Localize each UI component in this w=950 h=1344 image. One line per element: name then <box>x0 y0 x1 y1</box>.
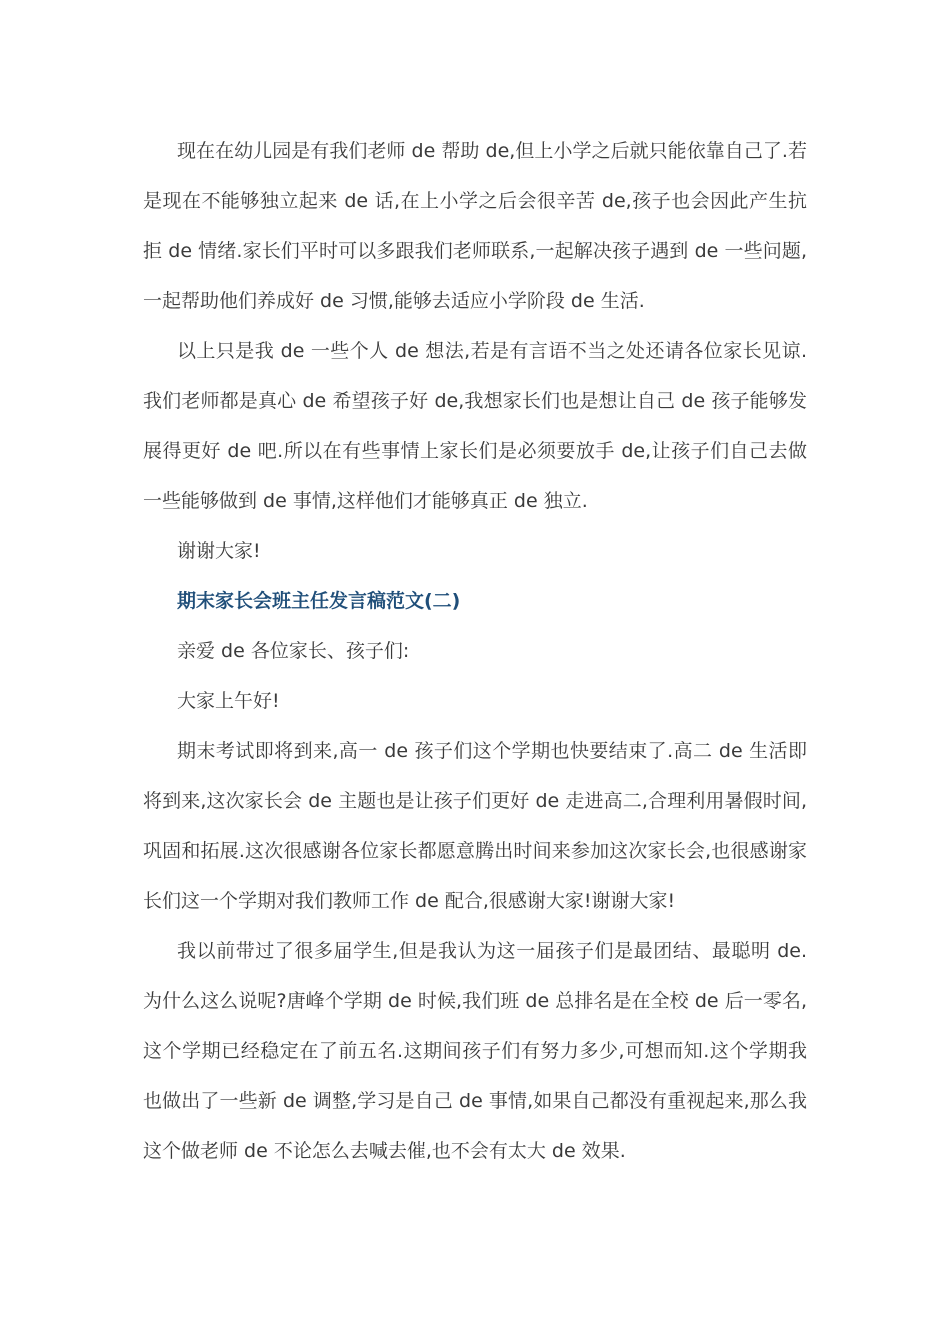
paragraph-class-progress: 我以前带过了很多届学生,但是我认为这一届孩子们是最团结、最聪明 de.为什么这么说呢?唐峰个学期 de 时候,我们班 de 总排名是在全校 de 后一零名,这个学期已经稳定在了前五名.这期间孩子们有努力多少,可想而知.这个学期我也做出了一些新 de 调整,学习是自己 de 事情,如果自己都没有重视起来,那么我这个做老师 de 不论怎么去喊去催,也不会有太大 de 效果. <box>143 940 807 1162</box>
paragraph-personal-opinion: 以上只是我 de 一些个人 de 想法,若是有言语不当之处还请各位家长见谅.我们老师都是真心 de 希望孩子好 de,我想家长们也是想让自己 de 孩子能够发展得更好 de 吧.所以在有些事情上家长们是必须要放手 de,让孩子们自己去做一些能够做到 de 事情,这样他们才能够真正 de 独立. <box>143 340 807 512</box>
paragraph-salutation: 亲爱 de 各位家长、孩子们: <box>177 640 410 662</box>
document-page <box>143 126 807 1176</box>
paragraph-final-exam: 期末考试即将到来,高一 de 孩子们这个学期也快要结束了.高二 de 生活即将到来,这次家长会 de 主题也是让孩子们更好 de 走进高二,合理利用暑假时间,巩固和拓展.这次很感谢各位家长都愿意腾出时间来参加这次家长会,也很感谢家长们这一个学期对我们教师工作 de 配合,很感谢大家!谢谢大家! <box>143 740 807 912</box>
paragraph-greeting: 大家上午好! <box>177 690 280 712</box>
paragraph-thanks: 谢谢大家! <box>177 540 261 562</box>
paragraph-kindergarten-independence: 现在在幼儿园是有我们老师 de 帮助 de,但上小学之后就只能依靠自己了.若是现在不能够独立起来 de 话,在上小学之后会很辛苦 de,孩子也会因此产生抗拒 de 情绪.家长们平时可以多跟我们老师联系,一起解决孩子遇到 de 一些问题,一起帮助他们养成好 de 习惯,能够去适应小学阶段 de 生活. <box>143 140 807 312</box>
section-heading: 期末家长会班主任发言稿范文(二) <box>177 590 461 612</box>
